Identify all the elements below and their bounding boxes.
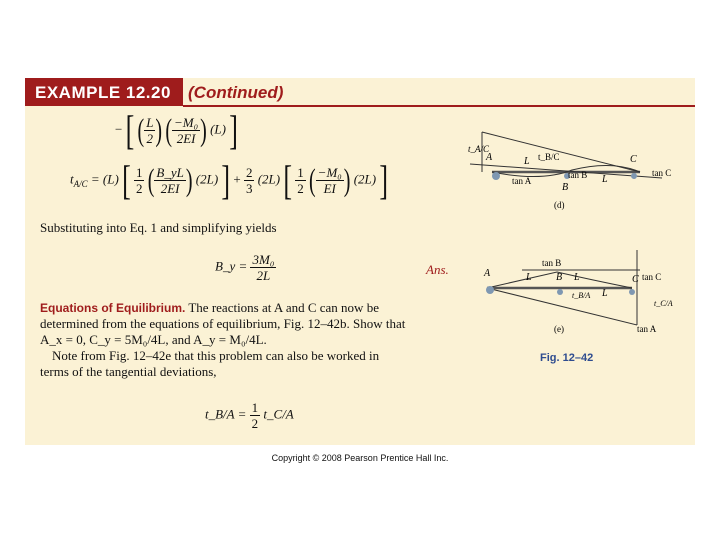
paren: ) bbox=[155, 112, 163, 149]
label-tanC-e: tan C bbox=[642, 272, 662, 282]
equilibrium-heading: Equations of Equilibrium. bbox=[40, 301, 186, 315]
paren: ( bbox=[147, 162, 155, 199]
tba-equation bbox=[205, 400, 294, 431]
by-lhs: B_y = bbox=[215, 258, 251, 274]
label-tanA-e: tan A bbox=[637, 324, 657, 334]
eq2-plus: + bbox=[233, 171, 241, 187]
label-l1-e: L bbox=[526, 272, 532, 283]
equation-2 bbox=[70, 156, 389, 203]
bracket: ] bbox=[221, 156, 231, 203]
support-a-d bbox=[492, 172, 500, 180]
eq1-tail: (L) bbox=[210, 121, 226, 137]
by-fraction: $\frac{\text{3M₀}}{2L}$ bbox=[252, 252, 275, 283]
eq2-tail: (2L) bbox=[353, 171, 377, 187]
para2-line2: terms of the tangential deviations, bbox=[40, 364, 217, 379]
label-b-e: B bbox=[556, 272, 563, 283]
eq2-fraction-3: $\frac{2}{3}$ bbox=[245, 165, 253, 196]
copyright-text: Copyright © 2008 Pearson Prentice Hall Inc. bbox=[271, 453, 449, 463]
label-tanC-d: tan C bbox=[652, 168, 672, 178]
equilibrium-paragraph bbox=[40, 300, 460, 380]
label-l3-e: L bbox=[602, 288, 608, 299]
para1-line2: determined from the equations of equilibrium, Fig. 12–42b. Show that bbox=[40, 316, 406, 331]
paren: ) bbox=[200, 112, 207, 149]
tba-lhs: t_B/A = bbox=[205, 406, 250, 422]
eq2-fraction-4: $\frac{1}{2}$ bbox=[297, 165, 304, 196]
bracket: [ bbox=[283, 156, 292, 203]
eq2-fraction-1: $\frac{1}{2}$ bbox=[135, 165, 143, 196]
label-l2-d: L bbox=[602, 174, 608, 185]
para1-rest: The reactions at A and C can now be bbox=[185, 300, 379, 315]
equation-1 bbox=[115, 106, 238, 153]
label-a-e: A bbox=[484, 268, 491, 279]
eq1-sign: − bbox=[115, 121, 123, 137]
eq1-fraction-1: $\frac{L}{2}$ bbox=[146, 115, 154, 146]
label-tanB-d: tan B bbox=[568, 170, 588, 180]
label-c-e: C bbox=[632, 274, 639, 285]
paren: ( bbox=[309, 162, 316, 199]
eq2-fraction-2: $\frac{B\_yL}{2EI}$ bbox=[156, 165, 184, 196]
eq2-mid: (2L) bbox=[195, 171, 219, 187]
label-l1-d: L bbox=[524, 156, 530, 167]
header-rule bbox=[183, 105, 695, 107]
eq2-lhs: t bbox=[70, 171, 74, 187]
paren: ( bbox=[165, 112, 173, 149]
paren: ( bbox=[137, 112, 145, 149]
support-b-e bbox=[557, 289, 563, 295]
label-a-d: A bbox=[486, 152, 493, 163]
label-tbc: t_B/C bbox=[538, 152, 560, 162]
tba-rhs: t_C/A bbox=[263, 406, 294, 422]
label-tba: t_B/A bbox=[572, 291, 591, 300]
by-equation bbox=[215, 252, 276, 283]
para2-line1: Note from Fig. 12–42e that this problem can also be worked in bbox=[52, 348, 380, 363]
label-l2-e: L bbox=[574, 272, 580, 283]
bracket: ] bbox=[379, 156, 389, 203]
label-tanA-d: tan A bbox=[512, 176, 532, 186]
eq1-fraction-2: $\frac{\text{−M₀}}{2EI}$ bbox=[174, 115, 199, 146]
para1-line3: A_x = 0, C_y = 5M₀/4L, and A_y = M₀/4L. bbox=[40, 332, 267, 347]
support-c-e bbox=[629, 289, 635, 295]
label-b-d: B bbox=[562, 182, 569, 193]
label-tca: t_C/A bbox=[654, 299, 673, 308]
support-c-d bbox=[631, 173, 637, 179]
label-c-d: C bbox=[630, 154, 637, 165]
tba-fraction: $\frac{1}{2}$ bbox=[251, 400, 259, 431]
paren: ) bbox=[343, 162, 351, 199]
bracket: [ bbox=[122, 156, 131, 203]
substituting-text: Substituting into Eq. 1 and simplifying yields bbox=[40, 220, 277, 235]
support-a-e bbox=[486, 286, 494, 294]
eq2-mid2: (2L) bbox=[257, 171, 281, 187]
continued-label: (Continued) bbox=[188, 83, 284, 102]
eq2-fraction-5: $\frac{\text{−M₀}}{EI}$ bbox=[317, 165, 342, 196]
answer-label: Ans. bbox=[426, 262, 449, 277]
example-label: EXAMPLE 12.20 bbox=[35, 83, 171, 102]
bracket: ] bbox=[229, 106, 238, 153]
eq2-lhs-sub: A/C bbox=[73, 179, 88, 190]
bracket: [ bbox=[125, 106, 135, 153]
caption-e: (e) bbox=[554, 324, 564, 334]
paren: ) bbox=[185, 162, 193, 199]
label-tanB-e: tan B bbox=[542, 258, 562, 268]
figure-caption: Fig. 12–42 bbox=[540, 352, 594, 364]
label-tac: t_A/C bbox=[468, 144, 490, 154]
caption-d: (d) bbox=[554, 200, 565, 210]
beam-figure bbox=[462, 120, 692, 370]
eq2-eq: = (L) bbox=[87, 171, 119, 187]
